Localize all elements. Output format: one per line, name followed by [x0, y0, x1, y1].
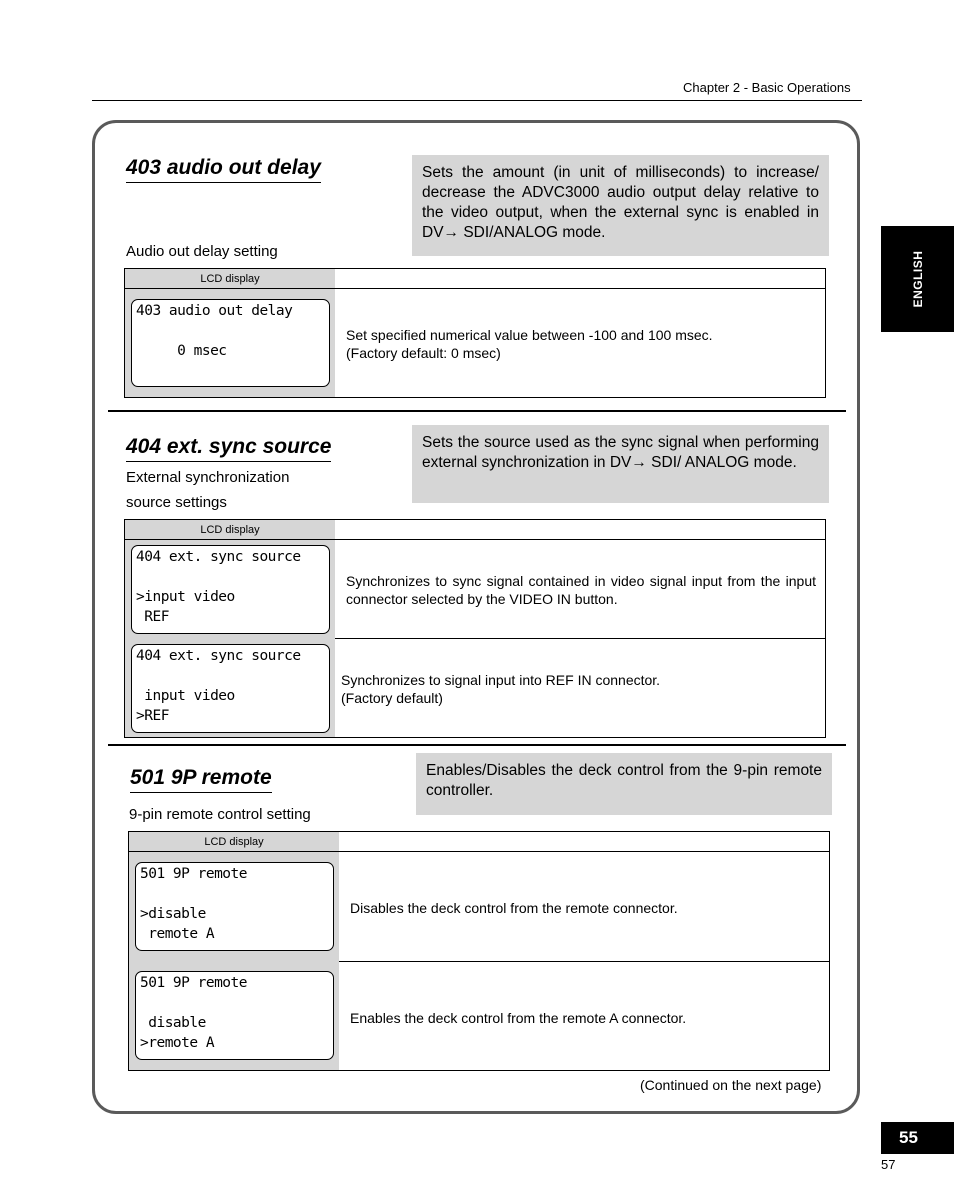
section-sublabel-404: External synchronization source settings	[126, 469, 290, 511]
chapter-header: Chapter 2 - Basic Operations	[683, 80, 851, 95]
page-number-small: 57	[881, 1157, 896, 1172]
section-title-404: 404 ext. sync source	[126, 435, 331, 462]
lcd-table-403	[124, 268, 826, 398]
row-description: Set specified numerical value between -100 and 100 msec. (Factory default: 0 msec)	[346, 327, 713, 361]
row-description: Synchronizes to sync signal contained in video signal input from the input connector selected by the VIDEO IN button.	[346, 573, 816, 607]
lcd-table-501	[128, 831, 830, 1071]
table-header-rule	[129, 851, 829, 852]
section-sublabel-403: Audio out delay setting	[126, 243, 278, 260]
lcd-screen: 501 9P remote >disable remote A	[135, 862, 334, 951]
table-header-rule	[125, 288, 825, 289]
lcd-display-header: LCD display	[200, 524, 260, 536]
section-description-403: Sets the amount (in unit of milliseconds) to increase/ decrease the ADVC3000 audio output delay relative to the video output, when the external sync is enabled in DV→ SDI/ANALOG mode.	[412, 155, 829, 256]
lcd-table-404	[124, 519, 826, 738]
section-separator	[108, 744, 846, 746]
continued-note: (Continued on the next page)	[640, 1077, 822, 1093]
lcd-display-header: LCD display	[200, 273, 260, 285]
row-description: Disables the deck control from the remote connector.	[350, 900, 678, 916]
section-title-501: 501 9P remote	[130, 766, 272, 793]
section-sublabel-501: 9-pin remote control setting	[129, 806, 311, 823]
section-description-404: Sets the source used as the sync signal when performing external synchronization in DV→ SDI/ ANALOG mode.	[412, 425, 829, 503]
row-description: Enables the deck control from the remote A connector.	[350, 1010, 687, 1026]
section-description-501: Enables/Disables the deck control from the 9-pin remote controller.	[416, 753, 832, 815]
header-rule	[92, 100, 862, 101]
lcd-screen: 403 audio out delay 0 msec	[131, 299, 330, 387]
language-tab-label: ENGLISH	[910, 250, 925, 308]
lcd-display-header: LCD display	[204, 836, 264, 848]
row-rule	[339, 961, 829, 962]
language-tab	[881, 226, 954, 332]
section-title-403: 403 audio out delay	[126, 156, 321, 183]
page-number: 55	[899, 1128, 918, 1147]
lcd-screen: 501 9P remote disable >remote A	[135, 971, 334, 1060]
page-number-box	[881, 1122, 954, 1154]
lcd-screen: 404 ext. sync source input video >REF	[131, 644, 330, 733]
row-description: Synchronizes to signal input into REF IN connector. (Factory default)	[341, 672, 661, 706]
table-header-rule	[125, 539, 825, 540]
section-separator	[108, 410, 846, 412]
row-rule	[335, 638, 825, 639]
lcd-screen: 404 ext. sync source >input video REF	[131, 545, 330, 634]
